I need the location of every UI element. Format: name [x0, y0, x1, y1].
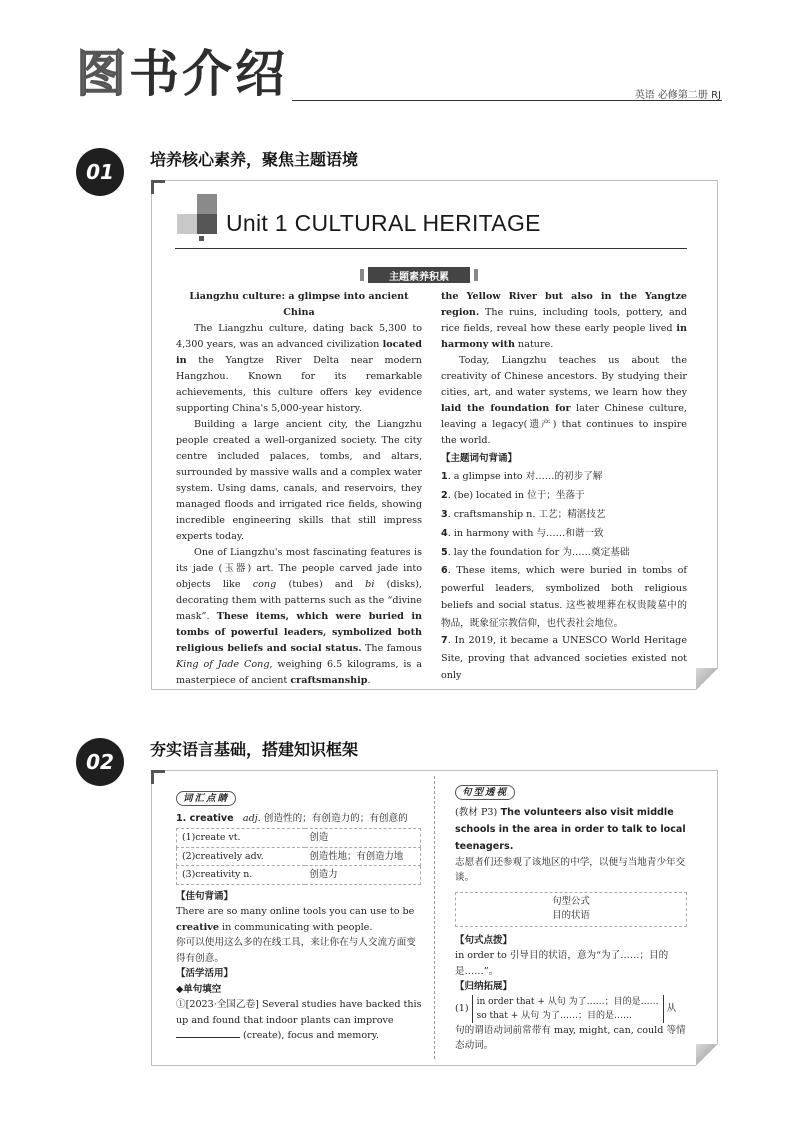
text-run: , weighing 6.5 kilograms, is a masterpiece of ancient [176, 659, 422, 686]
pattern-source: (教材 P3) [455, 806, 498, 818]
text-run: (disks), decorating them with patterns such as the “divine mask”. [176, 579, 422, 622]
text-run: the Yangtze River Delta near modern Hangzhou. Known for its remarkable achievements, this culture offers key evidence supporting China's 5,000-year history. [176, 355, 422, 414]
passage-title: Liangzhu culture: a glimpse into ancient China [189, 291, 409, 318]
header-title-char: 图 [76, 45, 124, 103]
pattern-column [455, 785, 689, 1054]
table-cell: (3)creativity n. [177, 866, 305, 885]
text-run: The famous [361, 643, 422, 654]
phrase-item-7 [441, 632, 687, 685]
table-cell: 创造性地；有创造力地 [305, 847, 421, 866]
key-sentence: These items, which were buried in tombs of powerful leaders, symbolized both religious beliefs and social status. [176, 611, 422, 654]
phrase-item [441, 467, 687, 486]
expand-number: (1) [455, 1002, 469, 1014]
section-badge-01: 01 [76, 148, 124, 196]
table-cell: (1)create vt. [177, 829, 305, 848]
column-divider [434, 776, 435, 1059]
italic-term: cong [252, 579, 277, 590]
phrase-list [441, 467, 687, 562]
phrase-text: . (be) located in 位于；坐落于 [447, 490, 585, 501]
phrase-text: . These items, which were buried in tombs of powerful leaders, symbolized both religious beliefs and social status. 这些被埋葬在权贵陵墓中的物品，既象征宗教信仰，也代表社会地位。 [441, 565, 687, 629]
passage-right-column [441, 289, 687, 685]
phrase-item-6 [441, 562, 687, 632]
formula-box [455, 892, 687, 927]
key-phrase: craftsmanship [290, 675, 368, 686]
section-badge-02: 02 [76, 738, 124, 786]
passage-paragraph-2: Building a large ancient city, the Liangzhu people created a well-organized society. The city centre included palaces, tombs, and altars, surrounded by massive walls and a complex water system. Using dams, canals, and reservoirs, they managed floods and irrigated rice fields, showing incredible engineering skills that still impress experts today. [176, 419, 422, 542]
passage-left-column [176, 289, 422, 689]
phrase-text: . in harmony with 与……和谐一致 [447, 528, 604, 539]
phrase-number: 7 [441, 635, 448, 646]
table-row [177, 829, 421, 848]
text-run: Today, Liangzhu teaches us about the creativity of Chinese ancestors. By studying their cities, art, and water systems, we learn how they [441, 355, 687, 398]
text-run: . [367, 675, 371, 686]
page-fold-icon [696, 668, 718, 690]
fill-blank-tag: ◆单句填空 [176, 983, 222, 995]
expand-brace [455, 995, 689, 1023]
vocab-pill: 词汇点睛 [176, 791, 236, 806]
header-title-char: 绍 [235, 45, 283, 103]
table-cell: (2)creatively adv. [177, 847, 305, 866]
page-fold-icon [696, 1044, 718, 1066]
phrase-text: . In 2019, it became a UNESCO World Heritage Site, proving that advanced societies existed not only [441, 635, 687, 681]
pattern-translation: 志愿者们还参观了该地区的中学，以便与当地青少年交谈。 [455, 856, 686, 883]
passage-paragraph-5 [441, 353, 687, 449]
passage-paragraph-1 [176, 321, 422, 417]
phrase-text: . lay the foundation for 为……奠定基础 [447, 547, 630, 558]
expand-after: 从 [666, 1002, 677, 1014]
phrase-number: 1 [441, 471, 448, 482]
phrase-item [441, 505, 687, 524]
text-run: One of Liangzhu's most fascinating features is its jade (玉器) art. The people carved jade into objects like [176, 547, 422, 590]
formula-title: 句型公式 [552, 895, 590, 907]
table-cell: 创造力 [305, 866, 421, 885]
brace-box [472, 995, 664, 1023]
text-run: in communicating with people. [218, 921, 373, 933]
phrase-item [441, 524, 687, 543]
word-pos: adj. [242, 812, 261, 824]
header-title [76, 45, 288, 103]
section-title-1: 培养核心素养，聚焦主题语境 [150, 150, 359, 169]
text-run: (tubes) and [276, 579, 366, 590]
italic-term: King of Jade Cong [176, 659, 270, 670]
phrase-text: . a glimpse into 对……的初步了解 [447, 471, 603, 482]
key-phrase: in harmony with [441, 323, 687, 350]
expand-tag: 【归纳拓展】 [455, 981, 513, 992]
text-run: There are so many online tools you can use to be [176, 906, 415, 917]
phrase-number: 3 [441, 509, 448, 520]
formula-body: 目的状语 [552, 909, 590, 921]
passage-paragraph-4 [441, 289, 687, 353]
word-headword: 1. creative [176, 812, 234, 824]
good-sentence-zh: 你可以使用这么多的在线工具，来让你在与人交流方面变得有创意。 [176, 937, 416, 964]
phrase-number: 4 [441, 528, 448, 539]
header-subtitle: 英语 必修第二册 RJ [634, 90, 721, 101]
key-phrase: creative [176, 921, 219, 933]
panel-corner [151, 770, 154, 784]
word-entry [176, 811, 422, 827]
vocab-table [176, 828, 421, 885]
exercise-1 [176, 997, 422, 1044]
unit-rule [175, 248, 687, 249]
text-run: The Liangzhu culture, dating back 5,300 to 4,300 years, was an advanced civilization [176, 323, 422, 350]
phrases-tag: 【主题词句背诵】 [441, 453, 518, 464]
point-tag: 【句式点拨】 [455, 934, 513, 946]
table-row [177, 847, 421, 866]
key-phrase: laid the foundation for [441, 403, 571, 414]
pattern-english: The volunteers also visit middle schools in the area in order to talk to local teenagers. [455, 806, 686, 852]
phrase-text: . craftsmanship n. 工艺；精湛技艺 [447, 509, 606, 520]
section-title-2: 夯实语言基础，搭建知识框架 [150, 740, 359, 759]
word-definition: 创造性的；有创造力的；有创意的 [260, 812, 408, 824]
italic-term: bi [365, 579, 375, 590]
panel-corner [151, 180, 154, 194]
phrase-item [441, 486, 687, 505]
phrase-number: 5 [441, 547, 448, 558]
table-row [177, 866, 421, 885]
phrase-number: 2 [441, 490, 448, 501]
point-text: in order to 引导目的状语，意为“为了……；目的是……”。 [455, 950, 669, 977]
theme-label: 主题素养积累 [368, 267, 470, 283]
good-sentence-en [176, 904, 422, 935]
expand-line: so that + 从句 为了……；目的是…… [476, 1010, 633, 1021]
pattern-pill: 句型透视 [455, 785, 515, 800]
unit-title: Unit 1 CULTURAL HERITAGE [226, 210, 541, 236]
exercise-hint: (create), focus and memory. [240, 1030, 379, 1041]
phrase-number: 6 [441, 565, 448, 576]
text-run: nature. [515, 339, 554, 350]
table-cell: 创造 [305, 829, 421, 848]
good-sentence-tag: 【佳句背诵】 [176, 890, 234, 902]
header-title-char: 介 [182, 45, 230, 103]
expand-line: in order that + 从句 为了……；目的是…… [476, 996, 659, 1007]
vocab-column [176, 791, 422, 1044]
exercise-text: ①[2023·全国乙卷] Several studies have backed this up and found that indoor plants can improve [176, 999, 422, 1026]
expand-tail: 句的谓语动词前常带有 may, might, can, could 等情态动词。 [455, 1024, 686, 1051]
key-phrase: the Yellow River but also in the Yangtze region. [441, 291, 687, 318]
answer-blank[interactable] [176, 1028, 240, 1038]
text-run: later Chinese culture, leaving a legacy(遗产) that continues to inspire the world. [441, 403, 687, 446]
text-run: The ruins, including tools, pottery, and rice fields, reveal how these early people lived [441, 307, 687, 334]
passage-paragraph-3 [176, 545, 422, 689]
key-phrase: located in [176, 339, 422, 366]
header-title-char: 书 [129, 45, 177, 103]
phrase-item [441, 543, 687, 562]
pattern-sentence [455, 804, 689, 855]
practice-tag: 【活学活用】 [176, 968, 234, 979]
